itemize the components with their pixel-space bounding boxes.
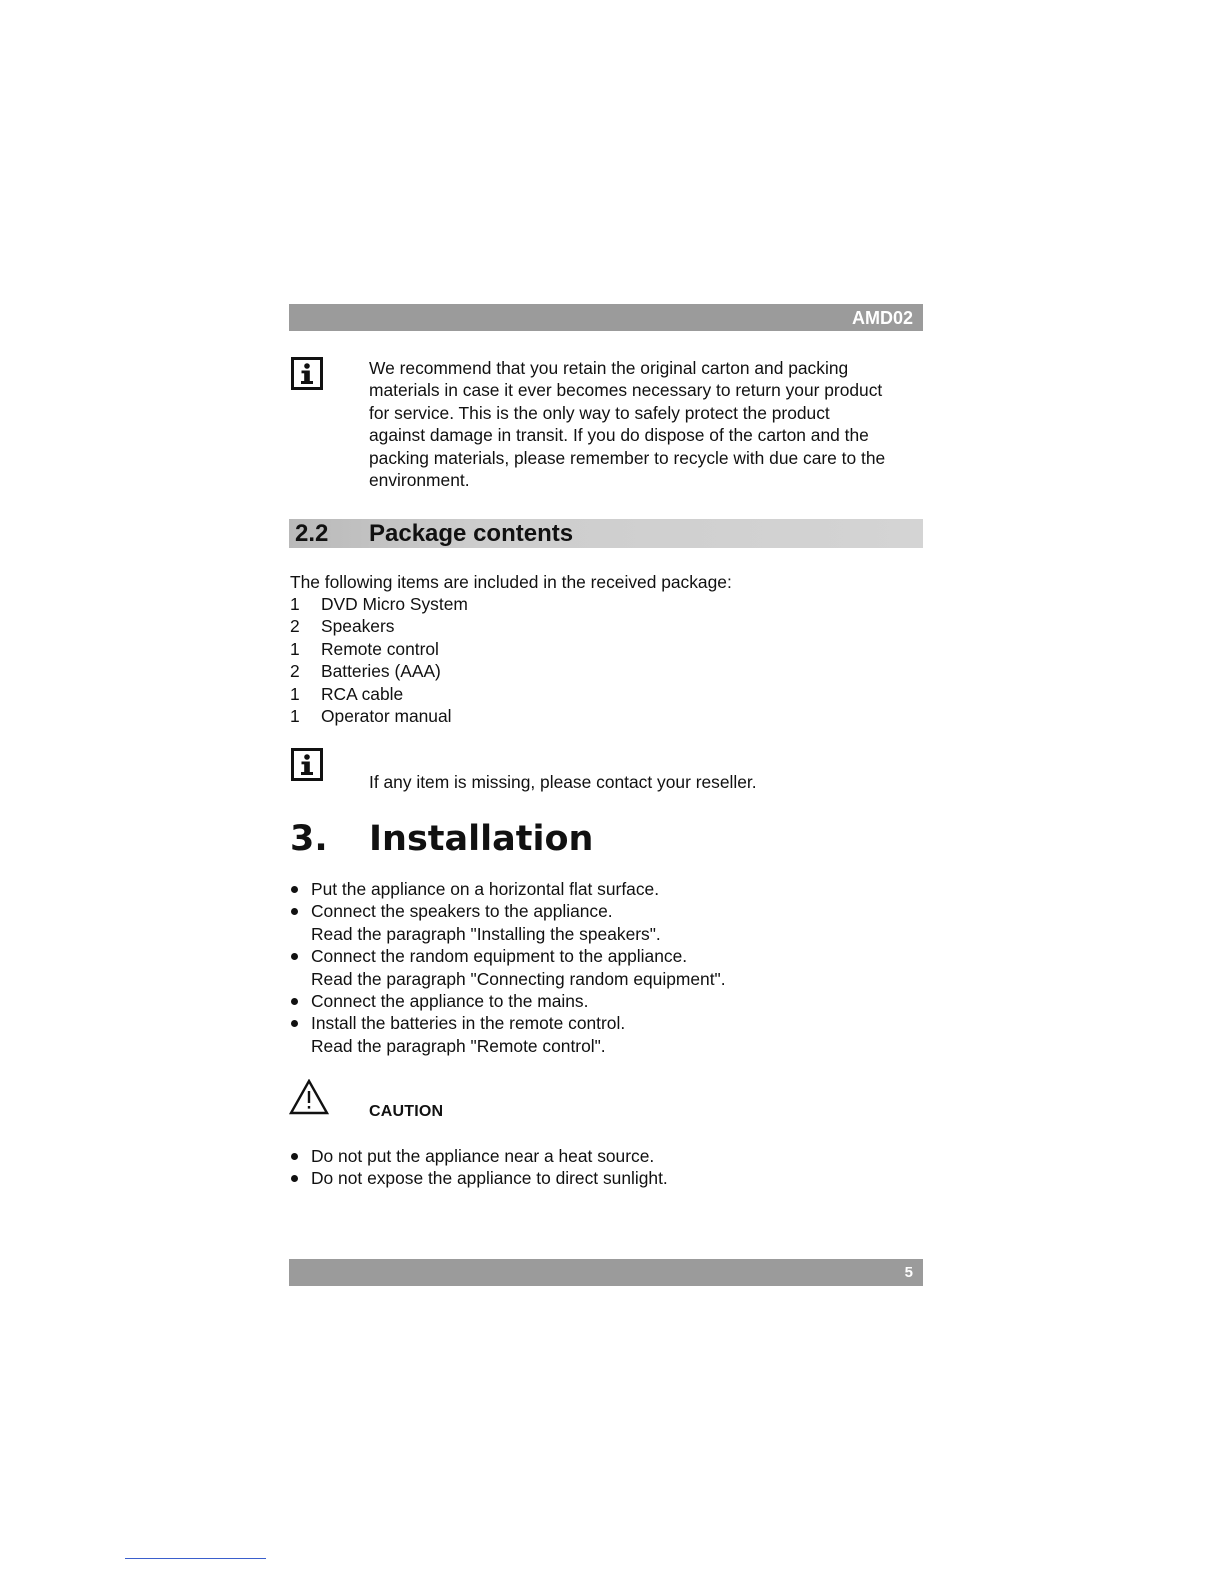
section-number: 2.2 — [295, 520, 329, 547]
list-item — [290, 1012, 726, 1057]
info-icon — [291, 357, 323, 390]
note-line: materials in case it ever becomes necessary to return your product — [369, 380, 883, 401]
section-title: Package contents — [369, 520, 574, 547]
caution-label: CAUTION — [369, 1103, 444, 1120]
step-text: Connect the random equipment to the appliance. — [311, 946, 688, 967]
step-text: Connect the speakers to the appliance. — [311, 901, 613, 922]
caution-text: Do not expose the appliance to direct sunlight. — [311, 1168, 668, 1189]
bullet-icon — [291, 886, 298, 893]
footer-bar — [289, 1259, 923, 1286]
step-reference: Read the paragraph "Remote control". — [311, 1035, 606, 1056]
footnote-rule — [125, 1558, 266, 1559]
item-name: Remote control — [321, 638, 439, 659]
item-name: RCA cable — [321, 683, 404, 704]
item-name: Speakers — [321, 616, 395, 637]
list-item — [290, 990, 726, 1012]
bullet-icon — [291, 1153, 298, 1160]
item-quantity: 2 — [290, 661, 300, 682]
item-quantity: 2 — [290, 616, 300, 637]
step-reference: Read the paragraph "Installing the speakers". — [311, 923, 661, 944]
item-quantity: 1 — [290, 638, 300, 659]
note-line: environment. — [369, 470, 470, 491]
bullet-icon — [291, 998, 298, 1005]
list-item — [290, 1145, 668, 1167]
item-quantity: 1 — [290, 705, 300, 726]
chapter-title: Installation — [369, 819, 594, 859]
list-item — [290, 900, 726, 945]
step-text: Put the appliance on a horizontal flat surface. — [311, 879, 660, 899]
list-item — [290, 878, 726, 900]
info-icon — [291, 748, 323, 781]
bullet-icon — [291, 953, 298, 960]
caution-text: Do not put the appliance near a heat source. — [311, 1146, 655, 1166]
warning-triangle-icon — [289, 1079, 329, 1115]
item-name: Batteries (AAA) — [321, 661, 441, 682]
page-number: 5 — [904, 1264, 913, 1281]
item-quantity: 1 — [290, 594, 300, 614]
step-text: Install the batteries in the remote control. — [311, 1013, 626, 1034]
bullet-icon — [291, 1175, 298, 1182]
step-reference: Read the paragraph "Connecting random equipment". — [311, 968, 726, 989]
caution-list — [290, 1145, 668, 1190]
note-line: for service. This is the only way to safely protect the product — [369, 402, 830, 423]
note-line: against damage in transit. If you do dispose of the carton and the — [369, 425, 869, 446]
installation-steps — [290, 878, 726, 1057]
retain-carton-note — [369, 357, 929, 491]
bullet-icon — [291, 1020, 298, 1027]
missing-item-note: If any item is missing, please contact your reseller. — [369, 772, 757, 792]
list-item — [290, 945, 726, 990]
section-heading-bar — [289, 519, 923, 548]
chapter-number: 3. — [290, 819, 328, 859]
package-intro: The following items are included in the received package: — [290, 572, 732, 592]
item-name: Operator manual — [321, 705, 452, 726]
step-text: Connect the appliance to the mains. — [311, 991, 589, 1012]
item-name: DVD Micro System — [321, 594, 468, 614]
note-line: packing materials, please remember to recycle with due care to the — [369, 447, 886, 468]
note-line: We recommend that you retain the original carton and packing — [369, 358, 849, 378]
list-item — [290, 1167, 668, 1189]
model-number: AMD02 — [851, 308, 913, 328]
bullet-icon — [291, 908, 298, 915]
item-quantity: 1 — [290, 683, 300, 704]
header-bar — [289, 304, 923, 331]
